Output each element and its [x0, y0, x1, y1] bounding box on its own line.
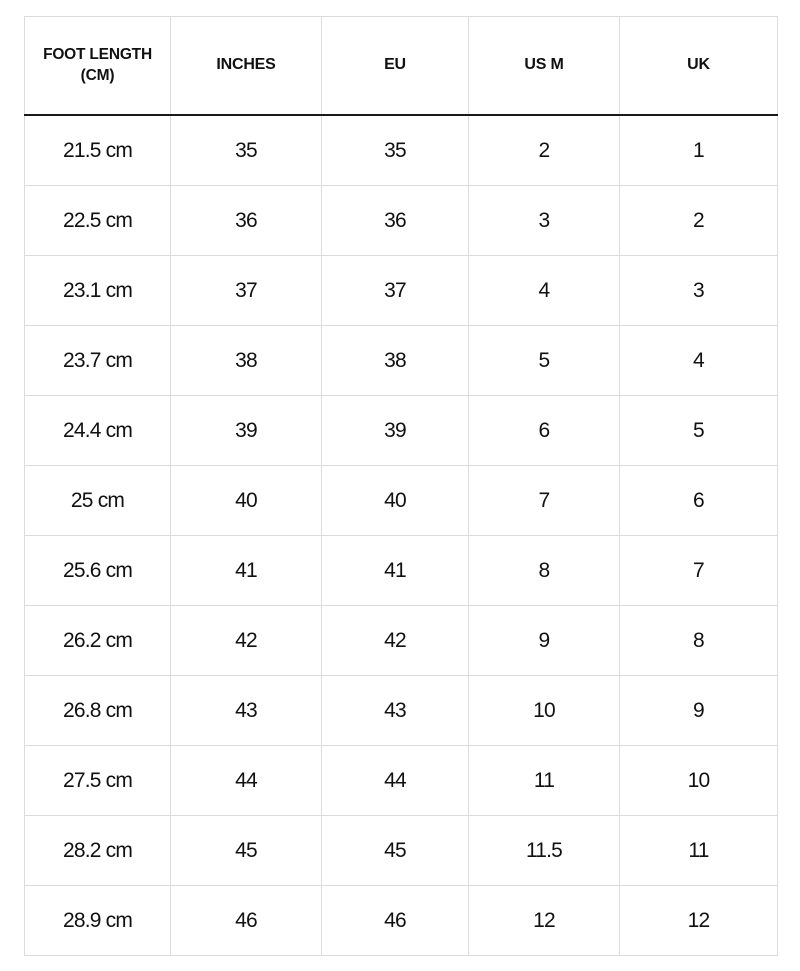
- table-header: [25, 17, 778, 116]
- cell-foot-length: 22.5 cm: [25, 186, 171, 256]
- cell-eu: 38: [322, 326, 469, 396]
- cell-foot-length: 25 cm: [25, 466, 171, 536]
- cell-us-m: 3: [469, 186, 620, 256]
- size-chart-table: [24, 16, 778, 956]
- cell-us-m: 12: [469, 886, 620, 956]
- table-body: [25, 115, 778, 956]
- cell-inches: 35: [171, 115, 322, 186]
- header-row: [25, 17, 778, 116]
- cell-inches: 37: [171, 256, 322, 326]
- table-row: [25, 326, 778, 396]
- cell-eu: 46: [322, 886, 469, 956]
- cell-us-m: 11.5: [469, 816, 620, 886]
- cell-inches: 38: [171, 326, 322, 396]
- cell-uk: 3: [620, 256, 778, 326]
- cell-us-m: 9: [469, 606, 620, 676]
- cell-uk: 5: [620, 396, 778, 466]
- cell-eu: 35: [322, 115, 469, 186]
- cell-us-m: 8: [469, 536, 620, 606]
- cell-uk: 7: [620, 536, 778, 606]
- cell-uk: 4: [620, 326, 778, 396]
- cell-inches: 39: [171, 396, 322, 466]
- cell-uk: 10: [620, 746, 778, 816]
- cell-foot-length: 23.7 cm: [25, 326, 171, 396]
- cell-inches: 41: [171, 536, 322, 606]
- cell-eu: 36: [322, 186, 469, 256]
- table-row: [25, 746, 778, 816]
- cell-us-m: 4: [469, 256, 620, 326]
- cell-inches: 42: [171, 606, 322, 676]
- cell-eu: 37: [322, 256, 469, 326]
- header-us-m: US M: [469, 17, 620, 116]
- cell-foot-length: 23.1 cm: [25, 256, 171, 326]
- table-row: [25, 396, 778, 466]
- cell-foot-length: 28.2 cm: [25, 816, 171, 886]
- cell-inches: 43: [171, 676, 322, 746]
- cell-uk: 11: [620, 816, 778, 886]
- cell-uk: 1: [620, 115, 778, 186]
- cell-uk: 9: [620, 676, 778, 746]
- cell-eu: 42: [322, 606, 469, 676]
- table-row: [25, 256, 778, 326]
- cell-uk: 2: [620, 186, 778, 256]
- cell-foot-length: 26.8 cm: [25, 676, 171, 746]
- cell-foot-length: 28.9 cm: [25, 886, 171, 956]
- header-uk: UK: [620, 17, 778, 116]
- header-eu: EU: [322, 17, 469, 116]
- table-row: [25, 536, 778, 606]
- cell-eu: 40: [322, 466, 469, 536]
- cell-inches: 44: [171, 746, 322, 816]
- cell-uk: 6: [620, 466, 778, 536]
- cell-foot-length: 26.2 cm: [25, 606, 171, 676]
- cell-uk: 12: [620, 886, 778, 956]
- cell-foot-length: 21.5 cm: [25, 115, 171, 186]
- cell-us-m: 11: [469, 746, 620, 816]
- cell-us-m: 2: [469, 115, 620, 186]
- table-row: [25, 186, 778, 256]
- table-row: [25, 115, 778, 186]
- cell-eu: 43: [322, 676, 469, 746]
- cell-foot-length: 24.4 cm: [25, 396, 171, 466]
- table-row: [25, 606, 778, 676]
- cell-eu: 39: [322, 396, 469, 466]
- cell-inches: 40: [171, 466, 322, 536]
- cell-foot-length: 25.6 cm: [25, 536, 171, 606]
- cell-us-m: 6: [469, 396, 620, 466]
- table-row: [25, 676, 778, 746]
- cell-us-m: 5: [469, 326, 620, 396]
- cell-us-m: 10: [469, 676, 620, 746]
- cell-eu: 45: [322, 816, 469, 886]
- cell-inches: 46: [171, 886, 322, 956]
- cell-us-m: 7: [469, 466, 620, 536]
- header-inches: INCHES: [171, 17, 322, 116]
- header-foot-length: FOOT LENGTH (CM): [25, 17, 171, 116]
- cell-eu: 44: [322, 746, 469, 816]
- cell-eu: 41: [322, 536, 469, 606]
- cell-inches: 45: [171, 816, 322, 886]
- table-row: [25, 816, 778, 886]
- cell-inches: 36: [171, 186, 322, 256]
- table-row: [25, 466, 778, 536]
- table-row: [25, 886, 778, 956]
- cell-foot-length: 27.5 cm: [25, 746, 171, 816]
- cell-uk: 8: [620, 606, 778, 676]
